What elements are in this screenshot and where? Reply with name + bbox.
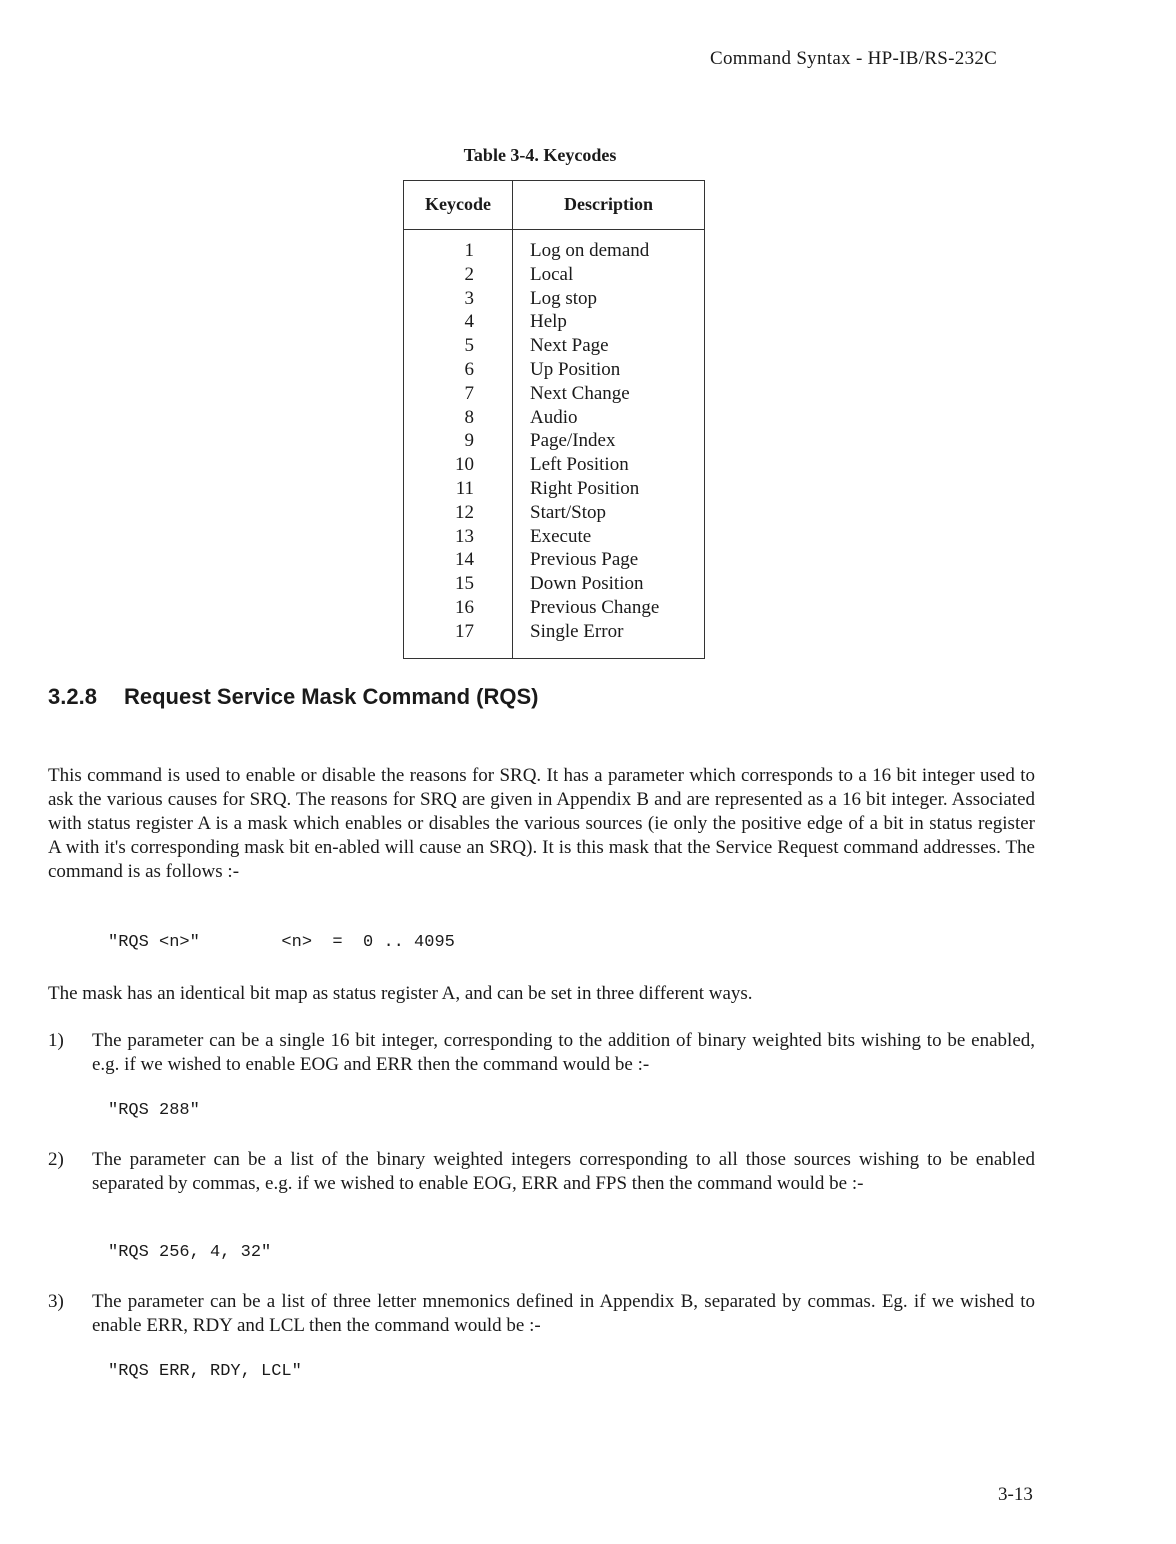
keycode-cell: 12 xyxy=(455,501,474,523)
table-row xyxy=(404,383,704,407)
table-header xyxy=(404,181,704,230)
item-number: 2) xyxy=(48,1149,64,1170)
example-command: "RQS ERR, RDY, LCL" xyxy=(108,1362,302,1381)
example-command: "RQS 256, 4, 32" xyxy=(108,1243,272,1262)
keycode-cell: 7 xyxy=(464,382,474,404)
keycode-cell: 2 xyxy=(464,263,474,285)
keycode-cell: 10 xyxy=(455,454,474,476)
item-text: The parameter can be a single 16 bit integer, corresponding to the addition of binary weighted bits wishing to be enabled, e.g. if we wished to enable EOG and ERR then the command would be :- xyxy=(92,1030,1035,1075)
description-cell: Down Position xyxy=(530,573,644,595)
keycode-cell: 6 xyxy=(464,358,474,380)
item-text: The parameter can be a list of three letter mnemonics defined in Appendix B, separated by commas. Eg. if we wished to enable ERR, RDY and LCL then the command would be :- xyxy=(92,1291,1035,1336)
syntax-line: "RQS <n>" <n> = 0 .. 4095 xyxy=(108,933,455,952)
table-row xyxy=(404,502,704,526)
keycode-cell: 13 xyxy=(455,525,474,547)
table-row xyxy=(404,478,704,502)
keycode-cell: 17 xyxy=(455,620,474,642)
description-cell: Page/Index xyxy=(530,430,616,452)
keycode-cell: 4 xyxy=(464,311,474,333)
description-cell: Local xyxy=(530,263,574,285)
table-row xyxy=(404,335,704,359)
mask-paragraph: The mask has an identical bit map as status register A, and can be set in three different ways. xyxy=(48,983,753,1004)
keycode-cell: 16 xyxy=(455,596,474,618)
description-cell: Next Page xyxy=(530,335,609,357)
description-cell: Log on demand xyxy=(530,240,650,261)
keycode-cell: 5 xyxy=(464,335,474,357)
keycode-cell: 14 xyxy=(455,549,474,571)
table-row xyxy=(404,526,704,550)
table-row xyxy=(404,621,704,645)
table-row xyxy=(404,359,704,383)
item-number: 3) xyxy=(48,1291,64,1312)
table-row xyxy=(404,597,704,621)
table-row xyxy=(404,430,704,454)
intro-paragraph: This command is used to enable or disable the reasons for SRQ. It has a parameter which corresponds to a 16 bit integer used to ask the various causes for SRQ. The reasons for SRQ are given in Appendix B and are represented as a 16 bit integer. Associated with status register A is a mask which enables or disables the various sources (ie only the positive edge of a bit in status register A with it's corresponding mask bit en-abled will cause an SRQ). It is this mask that the Service Request command addresses. The command is as follows :- xyxy=(48,765,1035,882)
table-row xyxy=(404,407,704,431)
section-number: 3.2.8 xyxy=(48,684,97,709)
table-row xyxy=(404,264,704,288)
example-command: "RQS 288" xyxy=(108,1101,200,1120)
table-row xyxy=(404,573,704,597)
description-cell: Single Error xyxy=(530,620,624,642)
list-item xyxy=(48,1029,1035,1077)
table-row xyxy=(404,311,704,335)
description-cell: Previous Change xyxy=(530,596,660,618)
list-item xyxy=(48,1148,1035,1196)
running-header: Command Syntax - HP-IB/RS-232C xyxy=(710,48,998,69)
keycode-cell: 9 xyxy=(464,430,474,452)
description-cell: Next Change xyxy=(530,382,630,404)
column-header-keycode: Keycode xyxy=(425,194,491,214)
item-number: 1) xyxy=(48,1030,64,1051)
keycode-cell: 3 xyxy=(464,287,474,309)
column-header-description: Description xyxy=(564,194,653,214)
description-cell: Previous Page xyxy=(530,549,639,571)
list-item xyxy=(48,1290,1035,1338)
keycode-cell: 15 xyxy=(455,573,474,595)
keycode-cell: 11 xyxy=(455,477,474,499)
section-title: Request Service Mask Command (RQS) xyxy=(124,684,539,709)
description-cell: Execute xyxy=(530,525,592,547)
description-cell: Right Position xyxy=(530,477,640,499)
description-cell: Log stop xyxy=(530,287,598,309)
description-cell: Up Position xyxy=(530,358,621,380)
table-row xyxy=(404,549,704,573)
keycode-cell: 8 xyxy=(464,406,474,428)
section-heading xyxy=(48,684,538,710)
table-row xyxy=(404,240,704,264)
keycodes-table xyxy=(403,180,705,659)
item-text: The parameter can be a list of the binary weighted integers corresponding to all those sources wishing to be enabled separated by commas, e.g. if we wished to enable EOG, ERR and FPS then the command would be :- xyxy=(92,1149,1035,1194)
description-cell: Audio xyxy=(530,406,578,428)
description-cell: Left Position xyxy=(530,454,629,476)
table-row xyxy=(404,454,704,478)
description-cell: Help xyxy=(530,311,567,333)
table-body xyxy=(404,240,704,645)
page-number: 3-13 xyxy=(998,1484,1033,1505)
keycode-cell: 1 xyxy=(464,240,474,261)
table-row xyxy=(404,288,704,312)
description-cell: Start/Stop xyxy=(530,501,607,523)
table-title: Table 3-4. Keycodes xyxy=(463,145,617,165)
